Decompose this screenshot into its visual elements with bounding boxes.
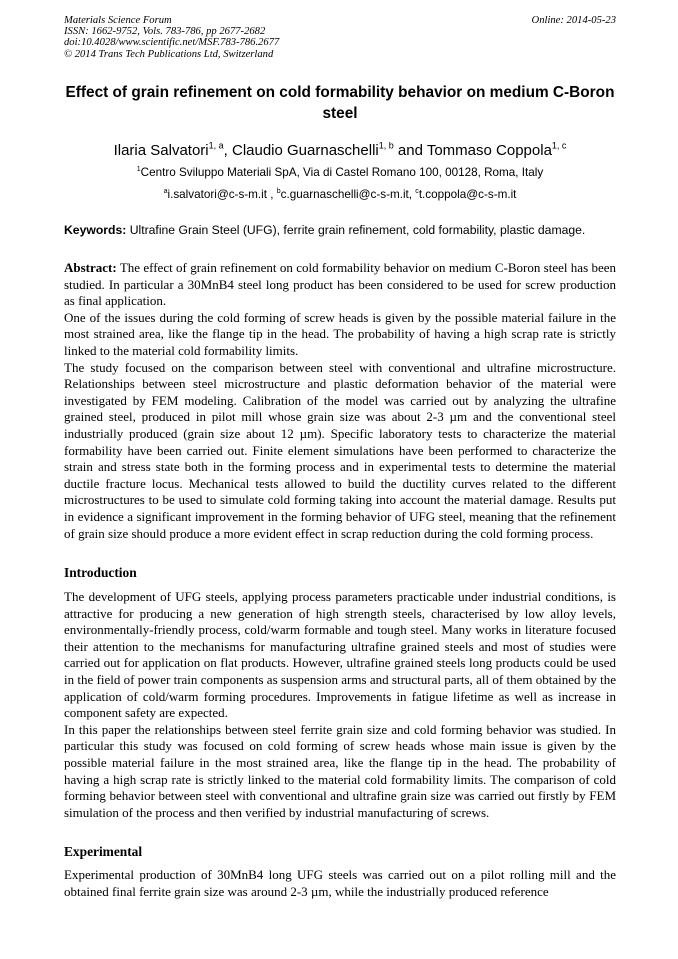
experimental-heading: Experimental: [64, 844, 143, 859]
abstract-paragraph: The study focused on the comparison between steel with conventional and ultrafine microstructure. Relationships between steel microstructure and plastic deformation behavior of the material were investigated by FEM modeling. Calibration of the model was carried out by analyzing the ultrafine grained steel, produced in pilot mill whose grain size was about 2-3 µm and the conventional steel industrially produced (grain size about 12 µm). Specific laboratory tests to characterize the material formability have been carried out. Finite element simulations have been performed to characterize the strain and stress state both in the forming process and in experimental tests to determine the material ductile fracture locus. Mechanical tests allowed to build the ductility curves related to the different microstructures to be used to simulate cold forming taking into account the material damage. Results put in evidence a significant improvement in the forming behavior of UFG steel, meaning that the refinement of grain size should produce a more evident effect in scrap reduction during the cold forming process.: [64, 359, 616, 541]
email-sup: c: [415, 187, 419, 195]
author-name: Claudio Guarnaschelli: [231, 142, 379, 159]
keywords-text: Ultrafine Grain Steel (UFG), ferrite grain refinement, cold formability, plastic damage.: [126, 223, 586, 237]
journal-header: [64, 15, 616, 60]
keywords-label: Keywords:: [64, 223, 127, 237]
author-emails: [64, 187, 616, 203]
email-sup: b: [276, 187, 281, 195]
email-link[interactable]: t.coppola@c-s-m.it: [418, 188, 517, 201]
introduction-section: [64, 589, 616, 821]
introduction-paragraph: In this paper the relationships between steel ferrite grain size and cold forming behavior was studied. In particular this study was focused on cold forming of screw heads whose main issue is given by the possible material failure in the most strained area, like the flange tip in the head. The probability of having a high scrap rate is strictly linked to the material cold formability limits. The comparison of cold forming behavior between steel with conventional and ultrafine grain size was carried out firstly by FEM simulation of the process and then verified by industrial manufacturing of screws.: [64, 721, 616, 820]
author-name: Ilaria Salvatori: [113, 142, 209, 159]
email-sup: a: [163, 187, 168, 195]
affiliation-text: Centro Sviluppo Materiali SpA, Via di Castel Romano 100, 00128, Roma, Italy: [140, 166, 544, 179]
author-sup: 1, b: [378, 140, 394, 151]
doi[interactable]: doi:10.4028/www.scientific.net/MSF.783-786.2677: [64, 37, 280, 49]
abstract-text: The effect of grain refinement on cold formability behavior on medium C-Boron steel has been studied. In particular a 30MnB4 steel long product has been considered to be used for screw production as final application.: [64, 260, 616, 309]
abstract-paragraph: One of the issues during the cold forming of screw heads is given by the possible material failure in the most strained area, like the flange tip in the head. The probability of having a high scrap rate is strictly linked to the material cold formability limits.: [64, 309, 616, 358]
introduction-paragraph: The development of UFG steels, applying process parameters practicable under industrial conditions, is attractive for producing a new generation of high strength steels, characterised by low alloy levels, environmentally-friendly process, cold/warm formable and tough steel. Many works in literature focused their attention to the mechanisms for manufacturing ultrafine grained steels and most of studies were carried out for application on flat products. However, ultrafine grained steels long products could be used in the field of power train components as suspension arms and structural parts, all of them obtained by the application of cold/warm forming procedures. Improvements in fatigue lifetime as well as increase in component safety are expected.: [64, 589, 616, 721]
email-link[interactable]: c.guarnaschelli@c-s-m.it: [280, 188, 409, 201]
author-sup: 1, a: [208, 140, 224, 151]
affiliation-sup: 1: [136, 165, 141, 173]
abstract-paragraph: [64, 260, 616, 310]
affiliation: [64, 165, 616, 181]
copyright: © 2014 Trans Tech Publications Ltd, Switzerland: [64, 48, 274, 60]
author-name: Tommaso Coppola: [426, 142, 552, 159]
email-separator: ,: [408, 188, 416, 201]
issn: ISSN: 1662-9752, Vols. 783-786, pp 2677-2682: [64, 26, 266, 38]
online-date: Online: 2014-05-23: [531, 15, 616, 26]
author-sup: 1, c: [551, 140, 567, 151]
email-separator: ,: [267, 188, 277, 201]
experimental-section: [64, 867, 616, 900]
author-separator: ,: [223, 142, 232, 159]
author-list: [64, 141, 616, 161]
keywords: [64, 222, 616, 239]
paper-title: Effect of grain refinement on cold formability behavior on medium C-Boron steel: [65, 84, 615, 122]
abstract-label: Abstract:: [64, 260, 117, 275]
experimental-paragraph: Experimental production of 30MnB4 long UFG steels was carried out on a pilot rolling mill and the obtained final ferrite grain size was around 2-3 µm, while the industrially produced reference: [64, 867, 616, 899]
author-separator: and: [393, 142, 427, 159]
introduction-heading: Introduction: [64, 565, 137, 580]
email-link[interactable]: i.salvatori@c-s-m.it: [167, 188, 268, 201]
journal-name: Materials Science Forum: [64, 15, 172, 26]
abstract-section: [64, 260, 616, 542]
